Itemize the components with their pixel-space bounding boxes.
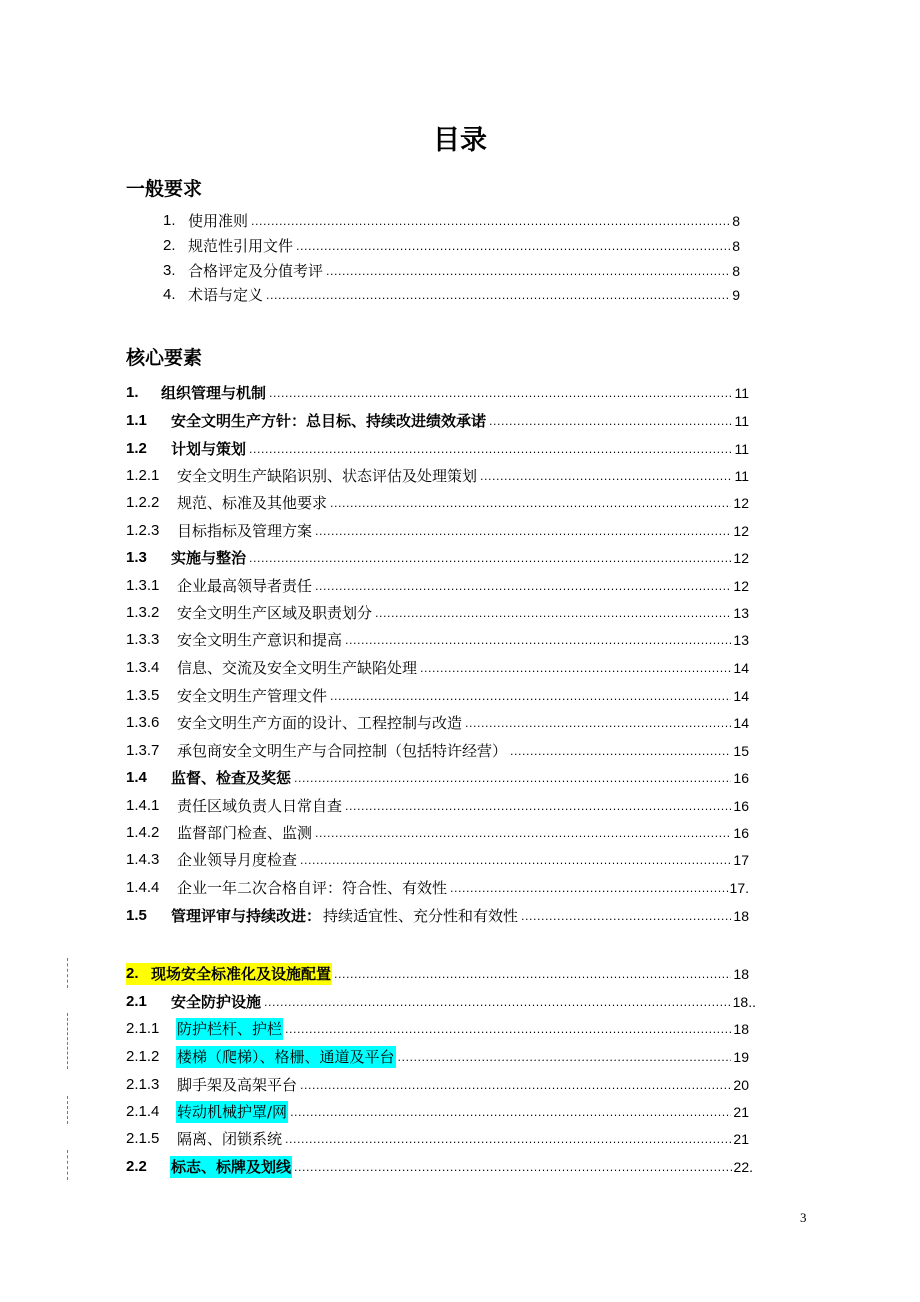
- toc-page: 14: [733, 688, 749, 704]
- toc-entry[interactable]: [126, 1156, 753, 1178]
- page-title: 目录: [433, 125, 487, 156]
- toc-text: 目标指标及管理方案: [177, 522, 313, 540]
- toc-entry[interactable]: [126, 712, 749, 734]
- toc-text: 隔离、闭锁系统: [177, 1130, 283, 1148]
- toc-number: 1.3.6: [126, 714, 160, 731]
- toc-entry[interactable]: [126, 1128, 749, 1150]
- toc-page: 16: [733, 825, 749, 841]
- toc-text: 脚手架及高架平台: [177, 1076, 298, 1094]
- toc-entry[interactable]: [126, 1074, 749, 1096]
- toc-page: 18: [733, 1021, 749, 1037]
- leader-dots: [300, 1079, 731, 1093]
- toc-number: 2.1: [126, 993, 147, 1010]
- toc-entry[interactable]: [126, 438, 749, 460]
- toc-text: 安全文明生产缺陷识别、状态评估及处理策划: [177, 467, 478, 485]
- toc-text: 承包商安全文明生产与合同控制（包括特许经营）: [177, 742, 508, 760]
- toc-entry[interactable]: [126, 520, 749, 542]
- toc-text-continued: 持续适宜性、充分性和有效性: [323, 907, 519, 925]
- leader-dots: [330, 690, 731, 704]
- toc-entry[interactable]: [126, 849, 749, 871]
- toc-text: 实施与整治: [171, 549, 247, 567]
- toc-text: 规范性引用文件: [188, 237, 294, 255]
- toc-page: 11: [734, 468, 749, 484]
- leader-dots: [521, 910, 731, 924]
- toc-number: 2.1.4: [126, 1103, 160, 1120]
- toc-number: 1.2: [126, 440, 147, 457]
- toc-text: 企业一年二次合格自评：符合性、有效性: [177, 879, 448, 897]
- toc-page: 19: [733, 1049, 749, 1065]
- toc-page: 12: [733, 578, 749, 594]
- section-heading-general: 一般要求: [126, 178, 203, 200]
- leader-dots: [510, 745, 731, 759]
- toc-text: 监督、检查及奖惩: [171, 769, 292, 787]
- leader-dots: [330, 497, 731, 511]
- toc-entry[interactable]: [126, 629, 749, 651]
- toc-number: 1.2.2: [126, 494, 160, 511]
- toc-number: 1.3.7: [126, 742, 160, 759]
- toc-page: 11: [734, 385, 749, 401]
- toc-number: 1.4.2: [126, 824, 160, 841]
- toc-number: 2.1.3: [126, 1076, 160, 1093]
- toc-text: 安全文明生产管理文件: [177, 687, 328, 705]
- leader-dots: [315, 827, 731, 841]
- toc-number: 2.: [126, 965, 139, 982]
- toc-entry[interactable]: [126, 1046, 749, 1068]
- toc-page: 18..: [732, 994, 756, 1010]
- toc-text: 安全防护设施: [171, 993, 262, 1011]
- leader-dots: [266, 289, 730, 303]
- toc-number: 1.2.3: [126, 522, 160, 539]
- toc-text: 责任区域负责人日常自查: [177, 797, 343, 815]
- toc-text: 防护栏杆、护栏: [177, 1020, 283, 1038]
- toc-page: 13: [733, 605, 749, 621]
- toc-entry[interactable]: [126, 963, 749, 985]
- toc-number: 1.3.5: [126, 687, 160, 704]
- leader-dots: [334, 968, 731, 982]
- toc-number: 1.4.4: [126, 879, 160, 896]
- toc-text: 现场安全标准化及设施配置: [151, 965, 332, 983]
- toc-number: 1.4: [126, 769, 147, 786]
- toc-entry[interactable]: [126, 795, 749, 817]
- toc-entry[interactable]: [126, 657, 749, 679]
- toc-text: 信息、交流及安全文明生产缺陷处理: [177, 659, 418, 677]
- toc-page: 8: [732, 213, 740, 229]
- toc-text: 安全文明生产方面的设计、工程控制与改造: [177, 714, 463, 732]
- toc-page: 16: [733, 770, 749, 786]
- toc-entry[interactable]: [163, 260, 740, 282]
- toc-number: 1.3.4: [126, 659, 160, 676]
- leader-dots: [264, 996, 731, 1010]
- toc-page: 16: [733, 798, 749, 814]
- toc-entry[interactable]: [126, 822, 749, 844]
- leader-dots: [315, 525, 731, 539]
- toc-text: 组织管理与机制: [161, 384, 267, 402]
- section-heading-core: 核心要素: [126, 347, 203, 369]
- highlight-yellow: [126, 963, 332, 985]
- leader-dots: [315, 580, 731, 594]
- toc-page: 22.: [733, 1159, 753, 1175]
- leader-dots: [249, 443, 732, 457]
- leader-dots: [300, 854, 731, 868]
- toc-number: 4.: [163, 286, 176, 303]
- toc-entry[interactable]: [126, 767, 749, 789]
- toc-entry[interactable]: [163, 210, 740, 232]
- toc-number: 2.1.5: [126, 1130, 160, 1147]
- leader-dots: [345, 634, 731, 648]
- leader-dots: [375, 607, 731, 621]
- toc-text: 安全文明生产区域及职责划分: [177, 604, 373, 622]
- toc-number: 2.: [163, 237, 176, 254]
- toc-page: 11: [734, 441, 749, 457]
- toc-page: 18: [733, 966, 749, 982]
- toc-page: 12: [733, 523, 749, 539]
- toc-entry[interactable]: [126, 1018, 749, 1040]
- toc-entry[interactable]: [126, 575, 749, 597]
- toc-text: 规范、标准及其他要求: [177, 494, 328, 512]
- toc-page: 11: [734, 413, 749, 429]
- toc-entry[interactable]: [126, 905, 749, 927]
- toc-number: 2.1.2: [126, 1048, 160, 1065]
- toc-text: 企业最高领导者责任: [177, 577, 313, 595]
- leader-dots: [465, 717, 731, 731]
- toc-entry[interactable]: [126, 410, 749, 432]
- toc-number: 1.2.1: [126, 467, 160, 484]
- leader-dots: [290, 1106, 731, 1120]
- leader-dots: [285, 1133, 731, 1147]
- revision-bar: [67, 958, 68, 988]
- toc-entry[interactable]: [126, 602, 749, 624]
- toc-number: 1.4.3: [126, 851, 160, 868]
- toc-text: 计划与策划: [171, 440, 247, 458]
- toc-entry[interactable]: [163, 235, 740, 257]
- toc-text: 术语与定义: [188, 286, 264, 304]
- leader-dots: [345, 800, 731, 814]
- toc-entry[interactable]: [126, 877, 749, 899]
- toc-text: 使用准则: [188, 212, 249, 230]
- toc-entry[interactable]: [126, 382, 749, 404]
- toc-page: 8: [732, 263, 740, 279]
- toc-number: 1.5: [126, 907, 147, 924]
- revision-bar: [67, 1096, 68, 1124]
- toc-page: 17.: [729, 880, 749, 896]
- toc-page: 9: [732, 287, 740, 303]
- toc-entry[interactable]: [126, 991, 756, 1013]
- leader-dots: [326, 265, 730, 279]
- toc-page: 12: [733, 550, 749, 566]
- leader-dots: [294, 772, 731, 786]
- leader-dots: [269, 387, 732, 401]
- toc-text: 转动机械护罩/网: [177, 1103, 288, 1121]
- toc-entry[interactable]: [126, 740, 749, 762]
- toc-number: 1.3.1: [126, 577, 160, 594]
- toc-entry[interactable]: [126, 685, 749, 707]
- leader-dots: [251, 215, 730, 229]
- revision-bar: [67, 1013, 68, 1069]
- toc-page: 13: [733, 632, 749, 648]
- leader-dots: [285, 1023, 731, 1037]
- toc-text: 安全文明生产意识和提高: [177, 631, 343, 649]
- toc-number: 1.3.2: [126, 604, 160, 621]
- toc-page: 8: [732, 238, 740, 254]
- toc-page: 14: [733, 660, 749, 676]
- toc-number: 2.2: [126, 1158, 147, 1175]
- toc-text: 标志、标牌及划线: [171, 1158, 292, 1176]
- toc-number: 2.1.1: [126, 1020, 160, 1037]
- toc-page: 18: [733, 908, 749, 924]
- leader-dots: [294, 1161, 732, 1175]
- toc-entry[interactable]: [126, 1101, 749, 1123]
- toc-number: 1.: [163, 212, 176, 229]
- toc-text: 楼梯（爬梯）、格栅、通道及平台: [177, 1048, 395, 1066]
- toc-page: 21: [733, 1131, 749, 1147]
- leader-dots: [296, 240, 730, 254]
- toc-number: 1.3.3: [126, 631, 160, 648]
- leader-dots: [249, 552, 731, 566]
- toc-page: 15: [733, 743, 749, 759]
- toc-text: 安全文明生产方针：总目标、持续改进绩效承诺: [171, 412, 487, 430]
- toc-number: 1.4.1: [126, 797, 160, 814]
- toc-number: 1.3: [126, 549, 147, 566]
- toc-number: 1.1: [126, 412, 147, 429]
- toc-page: 21: [733, 1104, 749, 1120]
- toc-text: 管理评审与持续改进：: [171, 907, 322, 925]
- revision-bar: [67, 1150, 68, 1180]
- toc-page: 14: [733, 715, 749, 731]
- toc-text: 监督部门检查、监测: [177, 824, 313, 842]
- leader-dots: [489, 415, 732, 429]
- leader-dots: [420, 662, 731, 676]
- toc-entry[interactable]: [163, 284, 740, 306]
- leader-dots: [480, 470, 732, 484]
- toc-text: 合格评定及分值考评: [188, 262, 324, 280]
- toc-text: 企业领导月度检查: [177, 851, 298, 869]
- toc-page: 17: [733, 852, 749, 868]
- toc-entry[interactable]: [126, 465, 749, 487]
- toc-entry[interactable]: [126, 547, 749, 569]
- leader-dots: [450, 882, 728, 896]
- toc-entry[interactable]: [126, 492, 749, 514]
- leader-dots: [398, 1051, 732, 1065]
- toc-number: 1.: [126, 384, 139, 401]
- toc-number: 3.: [163, 262, 176, 279]
- toc-page: 20: [733, 1077, 749, 1093]
- page-number: 3: [800, 1210, 807, 1225]
- toc-page: 12: [733, 495, 749, 511]
